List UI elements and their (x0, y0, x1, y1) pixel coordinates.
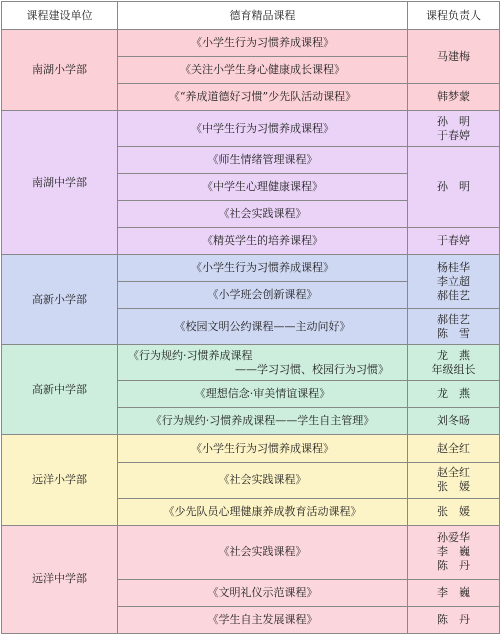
course-cell (118, 84, 408, 111)
unit-cell: 远洋中学部 (2, 525, 118, 633)
leader-name: 郝佳艺 (437, 312, 470, 326)
leader-cell (408, 309, 500, 345)
course-cell (118, 147, 408, 174)
course-cell (118, 309, 408, 345)
leader-name: 于春婷 (437, 234, 470, 248)
leader-name: 杨桂华 (437, 260, 470, 274)
curriculum-table (1, 1, 500, 634)
course-name: 《小学生行为习惯养成课程》 (191, 36, 334, 50)
leader-name: 郝佳艺 (437, 288, 470, 302)
unit-cell: 南湖中学部 (2, 111, 118, 255)
leader-cell (408, 462, 500, 498)
course-cell (118, 201, 408, 228)
course-subtitle: ——学习习惯、校园行为习惯》 (235, 362, 389, 376)
leader-name: 陈 丹 (437, 612, 470, 626)
course-name: 《师生情绪管理课程》 (207, 153, 318, 167)
leader-name: 陈 雪 (437, 326, 470, 340)
course-cell (118, 498, 408, 525)
course-cell (118, 228, 408, 255)
leader-cell (408, 408, 500, 435)
leader-cell (408, 111, 500, 147)
course-name: 《学生自主发展课程》 (207, 612, 318, 626)
leader-cell (408, 30, 500, 84)
course-cell (118, 435, 408, 462)
leader-name: 孙 明 (437, 114, 470, 128)
course-name: 《中学生心理健康课程》 (202, 180, 323, 194)
course-name: 《小学班会创新课程》 (207, 288, 318, 302)
leader-cell (408, 525, 500, 579)
header-unit: 课程建设单位 (2, 2, 118, 30)
course-name: 《小学生行为习惯养成课程》 (191, 441, 334, 455)
leader-cell (408, 345, 500, 381)
leader-cell (408, 579, 500, 606)
course-cell (118, 606, 408, 633)
leader-cell (408, 435, 500, 462)
leader-name: 陈 丹 (437, 559, 470, 573)
leader-name: 张 媛 (437, 504, 470, 518)
table-row (2, 435, 500, 462)
leader-name: 李 巍 (437, 585, 470, 599)
header-row (2, 2, 500, 30)
course-cell (118, 255, 408, 282)
leader-name: 张 媛 (437, 480, 470, 494)
table-row (2, 345, 500, 381)
unit-cell: 高新小学部 (2, 255, 118, 345)
course-name: 《行为规约·习惯养成课程 (128, 348, 253, 362)
course-cell (118, 408, 408, 435)
leader-cell (408, 498, 500, 525)
course-name: 《社会实践课程》 (218, 473, 307, 487)
leader-name: 刘冬旸 (437, 414, 470, 428)
header-course: 德育精品课程 (118, 2, 408, 30)
leader-name: 孙 明 (437, 180, 470, 194)
leader-name: 赵全红 (437, 441, 470, 455)
course-cell (118, 345, 408, 381)
course-cell (118, 111, 408, 147)
course-name: 《“养成道德好习惯”少先队活动课程》 (168, 90, 357, 104)
leader-name: 李立超 (437, 274, 470, 288)
course-name: 《行为规约·习惯养成课程——学生自主管理》 (150, 414, 375, 428)
table-row (2, 30, 500, 57)
leader-name: 年级组长 (431, 362, 476, 376)
table-row (2, 255, 500, 282)
leader-cell (408, 84, 500, 111)
leader-cell (408, 606, 500, 633)
course-name: 《中学生行为习惯养成课程》 (191, 121, 334, 135)
leader-cell (408, 228, 500, 255)
course-name: 《少先队员心理健康养成教育活动课程》 (163, 504, 362, 518)
course-cell (118, 525, 408, 579)
course-cell (118, 30, 408, 57)
course-cell (118, 57, 408, 84)
course-cell (118, 462, 408, 498)
course-name: 《文明礼仪示范课程》 (207, 585, 318, 599)
course-name: 《关注小学生身心健康成长课程》 (180, 63, 345, 77)
leader-name: 赵全红 (437, 466, 470, 480)
course-name: 《校园文明公约课程——主动问好》 (174, 319, 351, 333)
course-cell (118, 174, 408, 201)
header-leader: 课程负责人 (408, 2, 500, 30)
leader-name: 孙爱华 (437, 531, 470, 545)
course-cell (118, 579, 408, 606)
leader-name: 龙 燕 (437, 348, 470, 362)
leader-cell (408, 147, 500, 228)
course-name: 《社会实践课程》 (218, 545, 307, 559)
unit-cell: 高新中学部 (2, 345, 118, 435)
leader-name: 马建梅 (437, 49, 470, 63)
course-cell (118, 381, 408, 408)
leader-cell (408, 381, 500, 408)
leader-name: 李 巍 (437, 545, 470, 559)
leader-name: 于春婷 (437, 128, 470, 142)
course-name: 《小学生行为习惯养成课程》 (191, 261, 334, 275)
course-name: 《精英学生的培养课程》 (202, 234, 323, 248)
leader-name: 龙 燕 (437, 387, 470, 401)
unit-cell: 远洋小学部 (2, 435, 118, 525)
course-name: 《社会实践课程》 (218, 207, 307, 221)
table-row (2, 525, 500, 579)
leader-cell (408, 255, 500, 309)
table-row (2, 111, 500, 147)
leader-name: 韩梦蒙 (437, 90, 470, 104)
course-cell (118, 282, 408, 309)
unit-cell: 南湖小学部 (2, 30, 118, 111)
course-name: 《理想信念·审美情谊课程》 (194, 387, 331, 401)
